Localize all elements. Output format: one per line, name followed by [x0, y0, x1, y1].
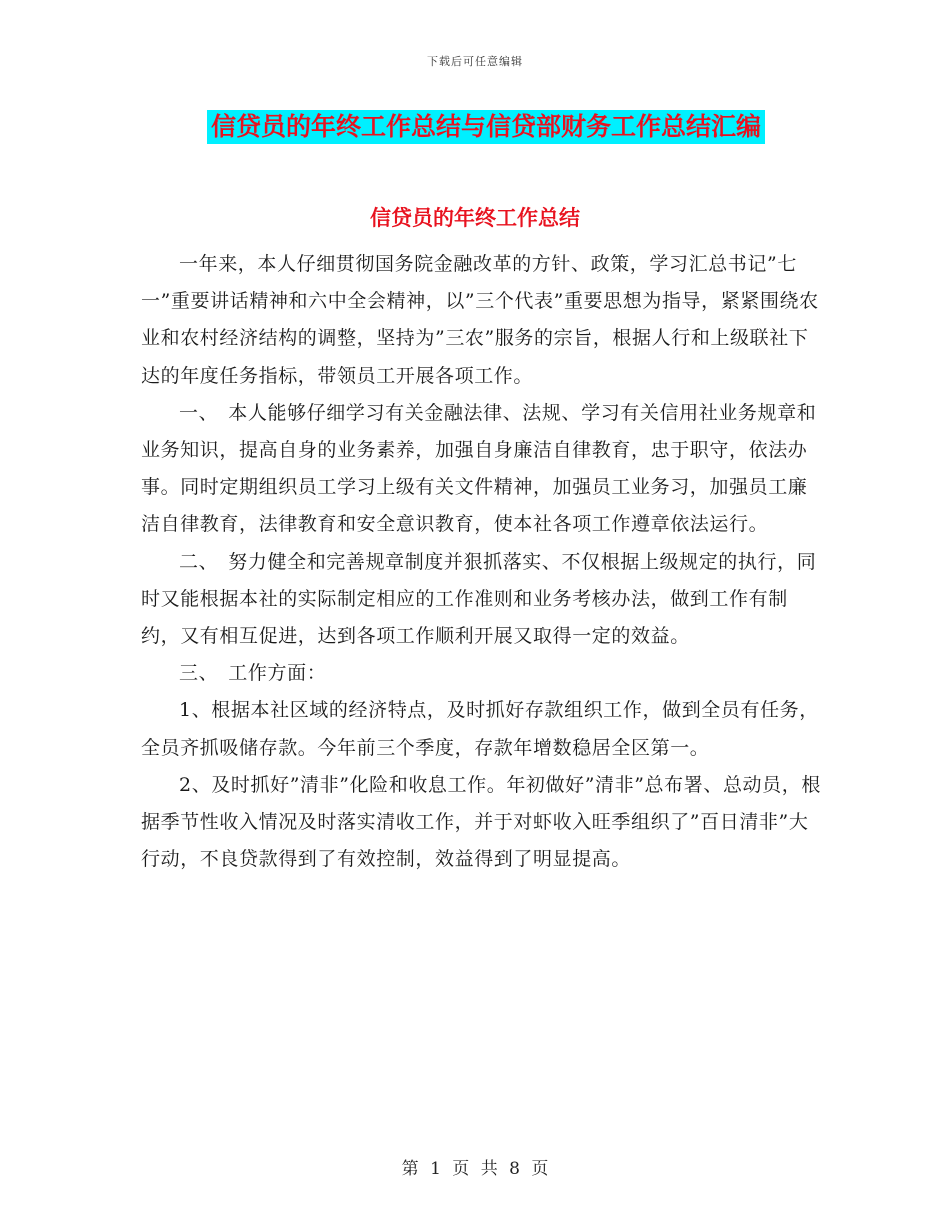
paragraph-intro: 一年来，本人仔细贯彻国务院金融改革的方针、政策，学习汇总书记”七一”重要讲话精神和六中全会精神，以”三个代表”重要思想为指导，紧紧围绕农业和农村经济结构的调整，坚持为”三农”服务的宗旨，根据人行和上级联社下达的年度任务指标，带领员工开展各项工作。: [141, 253, 819, 387]
paragraph-point-2: 二、 努力健全和完善规章制度并狠抓落实、不仅根据上级规定的执行，同时又能根据本社的实际制定相应的工作准则和业务考核办法，做到工作有制约，又有相互促进，达到各项工作顺利开展又取得一定的效益。: [141, 550, 817, 648]
paragraph-point-3-heading: 三、 工作方面：: [179, 662, 327, 685]
section-title: 信贷员的年终工作总结: [370, 206, 580, 230]
main-title: 信贷员的年终工作总结与信贷部财务工作总结汇编: [207, 110, 765, 144]
paragraph-item-2: 2、及时抓好”清非”化险和收息工作。年初做好”清非”总布署、总动员，根据季节性收入情况及时落实清收工作，并于对虾收入旺季组织了”百日清非”大行动，不良贷款得到了有效控制，效益得到了明显提高。: [141, 773, 821, 871]
document-body: [141, 246, 821, 878]
paragraph-item-1: 1、根据本社区域的经济特点，及时抓好存款组织工作，做到全员有任务，全员齐抓吸储存款。今年前三个季度，存款年增数稳居全区第一。: [141, 699, 819, 759]
page-footer: 第 1 页 共 8 页: [401, 1159, 549, 1179]
header-note: 下载后可任意编辑: [427, 55, 523, 68]
paragraph-point-1: 一、 本人能够仔细学习有关金融法律、法规、学习有关信用社业务规章和业务知识，提高自身的业务素养，加强自身廉洁自律教育，忠于职守，依法办事。同时定期组织员工学习上级有关文件精神，加强员工业务习，加强员工廉洁自律教育，法律教育和安全意识教育，使本社各项工作遵章依法运行。: [141, 401, 817, 536]
